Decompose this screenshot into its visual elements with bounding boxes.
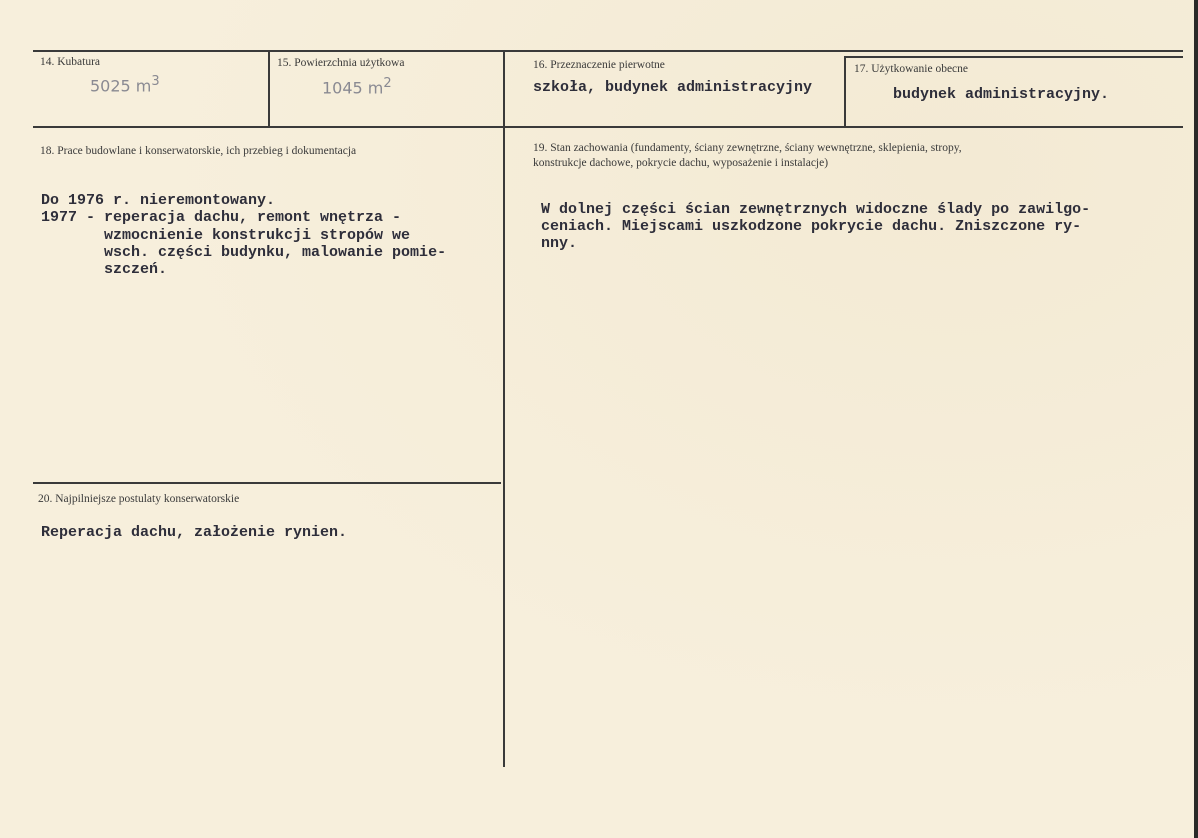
divider-field-17-top <box>844 56 1183 58</box>
field-18-line: wzmocnienie konstrukcji stropów we <box>41 227 411 244</box>
divider-vertical-1 <box>268 50 270 126</box>
divider-below-top-row <box>33 126 1183 128</box>
field-14-label: 14. Kubatura <box>40 56 101 68</box>
field-14-value: 5025 $m^3$ <box>90 74 160 96</box>
field-20-value: Reperacja dachu, założenie rynien. <box>41 524 348 541</box>
field-18-line: 1977 - reperacja dachu, remont wnętrza - <box>41 209 402 226</box>
divider-field-20-top <box>33 482 501 484</box>
field-18-line: Do 1976 r. nieremontowany. <box>41 192 276 209</box>
field-15-value: 1045 $m^2$ <box>322 76 392 98</box>
field-18-line: wsch. części budynku, malowanie pomie- <box>41 244 447 261</box>
field-19-label-line1: 19. Stan zachowania (fundamenty, ściany zewnętrzne, ściany wewnętrzne, sklepienia, stropy, <box>533 142 962 154</box>
field-16-label: 16. Przeznaczenie pierwotne <box>533 59 665 71</box>
divider-vertical-2 <box>503 50 505 767</box>
field-17-label: 17. Użytkowanie obecne <box>854 63 969 75</box>
field-18-line: szczeń. <box>41 261 168 278</box>
field-19-label-line2: konstrukcje dachowe, pokrycie dachu, wyposażenie i instalacje) <box>533 157 829 169</box>
field-20-label: 20. Najpilniejsze postulaty konserwatorskie <box>38 493 240 505</box>
field-19-line: W dolnej części ścian zewnętrznych widoczne ślady po zawilgo- <box>541 201 1091 218</box>
field-19-line: ceniach. Miejscami uszkodzone pokrycie dachu. Zniszczone ry- <box>541 218 1082 235</box>
field-19-line: nny. <box>541 235 578 252</box>
divider-top-row <box>33 50 1183 52</box>
field-17-value: budynek administracyjny. <box>893 86 1110 103</box>
field-15-label: 15. Powierzchnia użytkowa <box>277 57 405 69</box>
field-18-label: 18. Prace budowlane i konserwatorskie, ich przebieg i dokumentacja <box>40 145 357 157</box>
field-16-value: szkoła, budynek administracyjny <box>533 79 813 96</box>
divider-vertical-3 <box>844 56 846 126</box>
